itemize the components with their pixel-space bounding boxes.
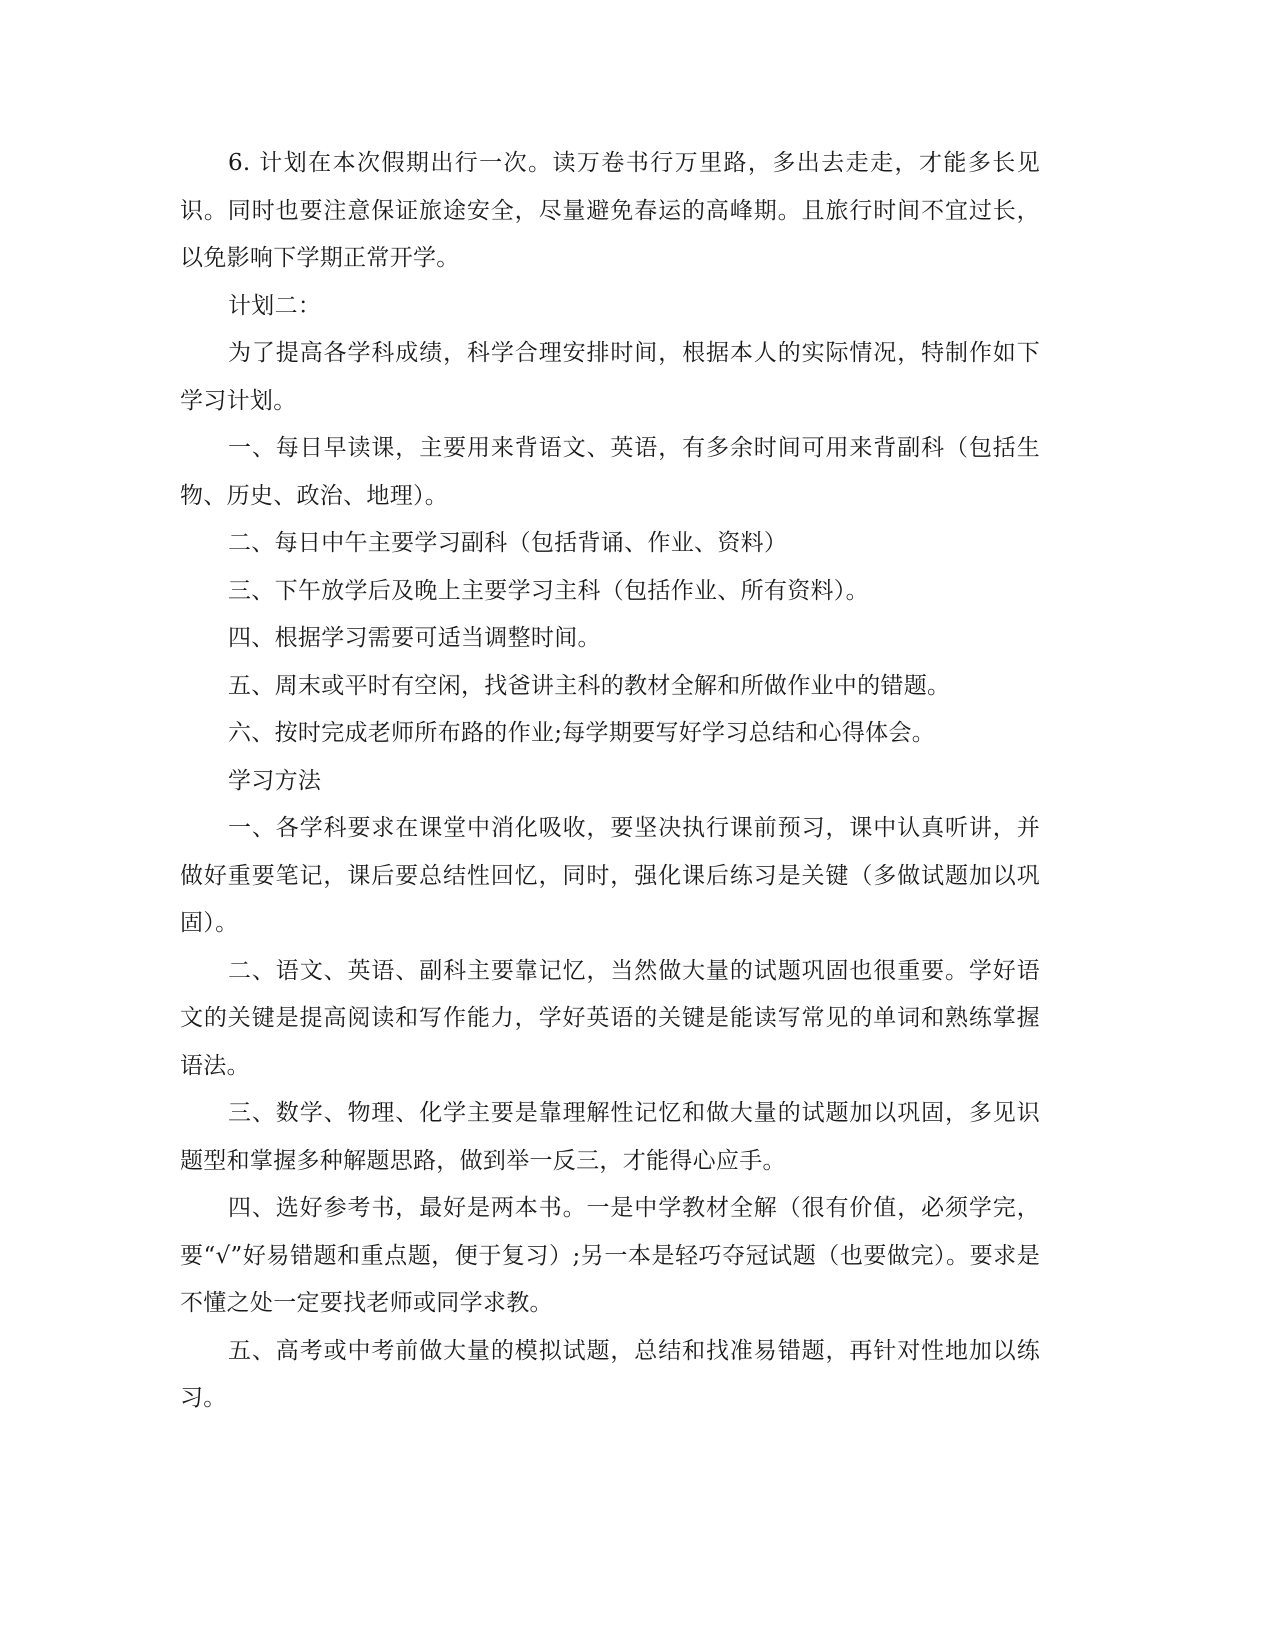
paragraph-item-6: 六、按时完成老师所布路的作业;每学期要写好学习总结和心得体会。 xyxy=(228,720,936,746)
paragraph-method-1: 一、各学科要求在课堂中消化吸收，要坚决执行课前预习，课中认真听讲，并做好重要笔记，课后要总结性回忆，同时，强化课后练习是关键（多做试题加以巩固）。 xyxy=(180,815,1040,936)
heading-study-methods: 学习方法 xyxy=(228,767,322,794)
paragraph-item-4: 四、根据学习需要可适当调整时间。 xyxy=(228,625,601,651)
paragraph-method-5: 五、高考或中考前做大量的模拟试题，总结和找准易错题，再针对性地加以练习。 xyxy=(180,1337,1040,1411)
paragraph-method-2: 二、语文、英语、副科主要靠记忆，当然做大量的试题巩固也很重要。学好语文的关键是提高阅读和写作能力，学好英语的关键是能读写常见的单词和熟练掌握语法。 xyxy=(180,957,1040,1079)
paragraph-item-1: 一、每日早读课，主要用来背语文、英语，有多余时间可用来背副科（包括生物、历史、政治、地理）。 xyxy=(180,435,1040,509)
document-body xyxy=(180,140,1040,1423)
paragraph-item-3: 三、下午放学后及晚上主要学习主科（包括作业、所有资料）。 xyxy=(228,577,869,604)
paragraph-item-5: 五、周末或平时有空闲，找爸讲主科的教材全解和所做作业中的错题。 xyxy=(228,672,951,699)
paragraph-travel-plan: 6. 计划在本次假期出行一次。读万卷书行万里路，多出去走走，才能多长见识。同时也要注意保证旅途安全，尽量避免春运的高峰期。且旅行时间不宜过长，以免影响下学期正常开学。 xyxy=(180,150,1040,271)
paragraph-item-2: 二、每日中午主要学习副科（包括背诵、作业、资料） xyxy=(228,530,788,556)
paragraph-plan-intro: 为了提高各学科成绩，科学合理安排时间，根据本人的实际情况，特制作如下学习计划。 xyxy=(180,340,1040,414)
paragraph-method-3: 三、数学、物理、化学主要是靠理解性记忆和做大量的试题加以巩固，多见识题型和掌握多种解题思路，做到举一反三，才能得心应手。 xyxy=(180,1100,1040,1174)
heading-plan-two: 计划二： xyxy=(228,292,322,319)
paragraph-method-4: 四、选好参考书，最好是两本书。一是中学教材全解（很有价值，必须学完，要“√”好易错题和重点题，便于复习）;另一本是轻巧夺冠试题（也要做完）。要求是不懂之处一定要找老师或同学求教。 xyxy=(180,1195,1040,1316)
